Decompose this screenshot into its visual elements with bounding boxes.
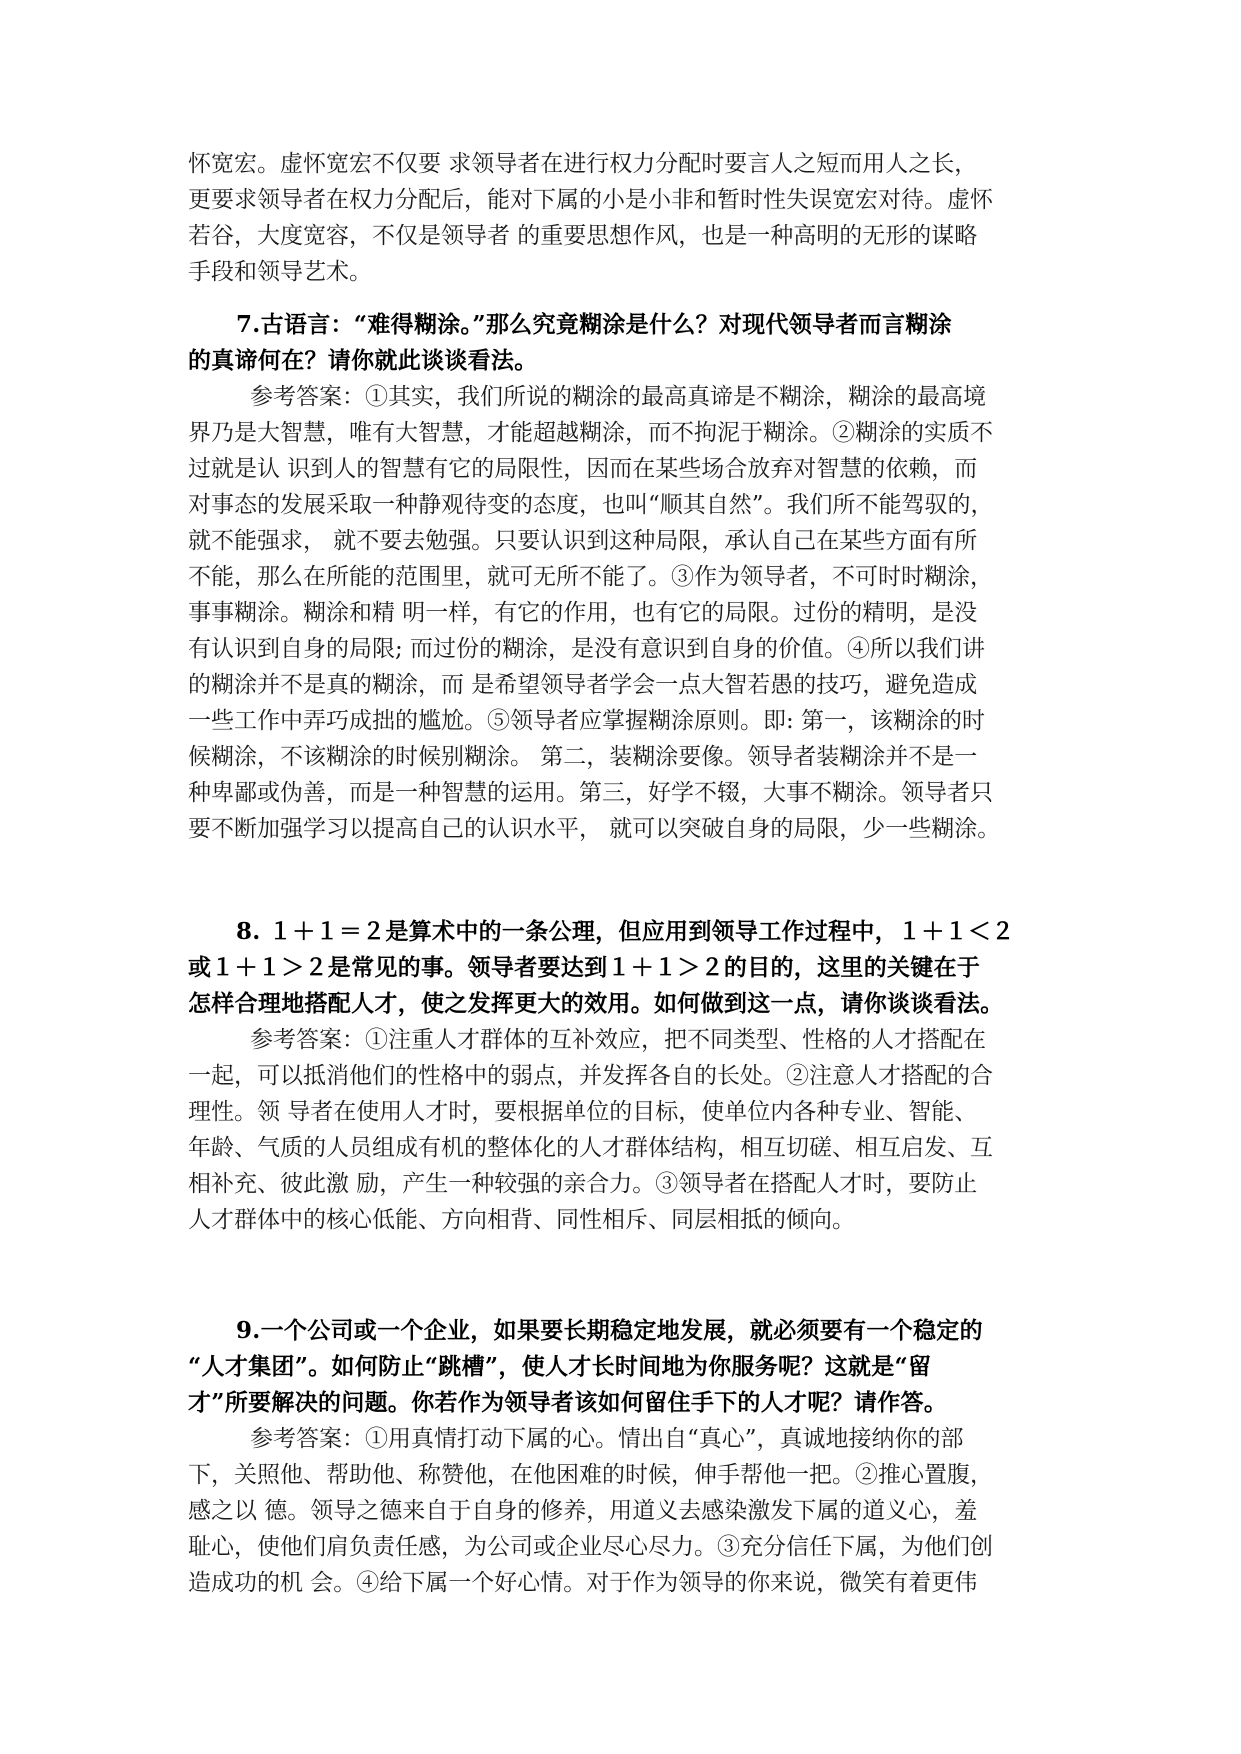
answer-line: 事事糊涂。糊涂和精 明一样，有它的作用，也有它的局限。过份的精明，是没 [188, 600, 978, 626]
answer-line: 理性。领 导者在使用人才时，要根据单位的目标，使单位内各种专业、智能、 [188, 1099, 978, 1125]
answer-line: 下，关照他、帮助他、称赞他，在他困难的时候，伸手帮他一把。②推心置腹， [188, 1462, 993, 1488]
question-line: 的真谛何在？请你就此谈谈看法。 [188, 347, 538, 374]
answer-line: 有认识到自身的局限; 而过份的糊涂，是没有意识到自身的价值。④所以我们讲 [188, 636, 986, 662]
answer-line: 的糊涂并不是真的糊涂，而 是希望领导者学会一点大智若愚的技巧，避免造成 [188, 672, 978, 698]
answer-line: 感之以 德。领导之德来自于自身的修养，用道义去感染激发下属的道义心，羞 [188, 1498, 978, 1524]
answer-line: 参考答案：①注重人才群体的互补效应，把不同类型、性格的人才搭配在 [250, 1027, 986, 1053]
question-line: “人才集团”。如何防止“跳槽”，使人才长时间地为你服务呢？这就是“留 [188, 1353, 932, 1380]
question-9 [188, 1313, 1058, 1421]
question-7 [188, 307, 1058, 379]
text-line: 更要求领导者在权力分配后，能对下属的小是小非和暂时性失误宽宏对待。虚怀 [188, 187, 993, 213]
answer-line: 对事态的发展采取一种静观待变的态度，也叫“顺其自然”。我们所不能驾驭的， [188, 492, 994, 518]
question-line: 8. １＋１＝２是算术中的一条公理，但应用到领导工作过程中，１＋１＜２ [236, 918, 1015, 945]
answer-line: 种卑鄙或伪善，而是一种智慧的运用。第三，好学不辍，大事不糊涂。领导者只 [188, 780, 993, 806]
answer-line: 不能，那么在所能的范围里，就可无所不能了。③作为领导者，不可时时糊涂， [188, 564, 993, 590]
answer-line: 年龄、气质的人员组成有机的整体化的人才群体结构，相互切磋、相互启发、互 [188, 1135, 993, 1161]
answer-line: 一起，可以抵消他们的性格中的弱点，并发挥各自的长处。②注意人才搭配的合 [188, 1063, 993, 1089]
question-8 [188, 914, 1058, 1022]
answer-line: 界乃是大智慧，唯有大智慧，才能超越糊涂，而不拘泥于糊涂。②糊涂的实质不 [188, 420, 993, 446]
question-line: 或１＋１＞２是常见的事。领导者要达到１＋１＞２的目的，这里的关键在于 [188, 954, 981, 981]
text-line: 若谷，大度宽容，不仅是领导者 的重要思想作风，也是一种高明的无形的谋略 [188, 223, 978, 249]
question-line: 7.古语言：“难得糊涂。”那么究竟糊涂是什么？对现代领导者而言糊涂 [236, 311, 952, 338]
answer-8 [188, 1022, 1058, 1238]
answer-line: 相补充、彼此激 励，产生一种较强的亲合力。③领导者在搭配人才时，要防止 [188, 1171, 978, 1197]
intro-paragraph [188, 146, 1058, 290]
answer-line: 候糊涂，不该糊涂的时候别糊涂。 第二，装糊涂要像。领导者装糊涂并不是一 [188, 744, 978, 770]
answer-line: 过就是认 识到人的智慧有它的局限性，因而在某些场合放弃对智慧的依赖，而 [188, 456, 978, 482]
answer-line: 要不断加强学习以提高自己的认识水平， 就可以突破自身的局限，少一些糊涂。 [188, 816, 1001, 842]
answer-line: 参考答案：①用真情打动下属的心。情出自“真心”，真诚地接纳你的部 [250, 1426, 964, 1452]
answer-7 [188, 379, 1058, 847]
answer-line: 参考答案：①其实，我们所说的糊涂的最高真谛是不糊涂，糊涂的最高境 [250, 384, 986, 410]
answer-line: 人才群体中的核心低能、方向相背、同性相斥、同层相抵的倾向。 [188, 1207, 855, 1233]
answer-line: 造成功的机 会。④给下属一个好心情。对于作为领导的你来说，微笑有着更伟 [188, 1570, 978, 1596]
question-line: 9.一个公司或一个企业，如果要长期稳定地发展，就必须要有一个稳定的 [236, 1317, 983, 1344]
text-line: 怀宽宏。虚怀宽宏不仅要 求领导者在进行权力分配时要言人之短而用人之长， [188, 151, 978, 177]
question-line: 才”所要解决的问题。你若作为领导者该如何留住手下的人才呢？请作答。 [188, 1389, 948, 1416]
question-line: 怎样合理地搭配人才，使之发挥更大的效用。如何做到这一点，请你谈谈看法。 [188, 990, 1004, 1017]
answer-line: 就不能强求， 就不要去勉强。只要认识到这种局限，承认自己在某些方面有所 [188, 528, 978, 554]
answer-9 [188, 1421, 1058, 1601]
answer-line: 一些工作中弄巧成拙的尴尬。⑤领导者应掌握糊涂原则。即: 第一，该糊涂的时 [188, 708, 986, 734]
text-line: 手段和领导艺术。 [188, 259, 372, 285]
answer-line: 耻心，使他们肩负责任感，为公司或企业尽心尽力。③充分信任下属，为他们创 [188, 1534, 993, 1560]
